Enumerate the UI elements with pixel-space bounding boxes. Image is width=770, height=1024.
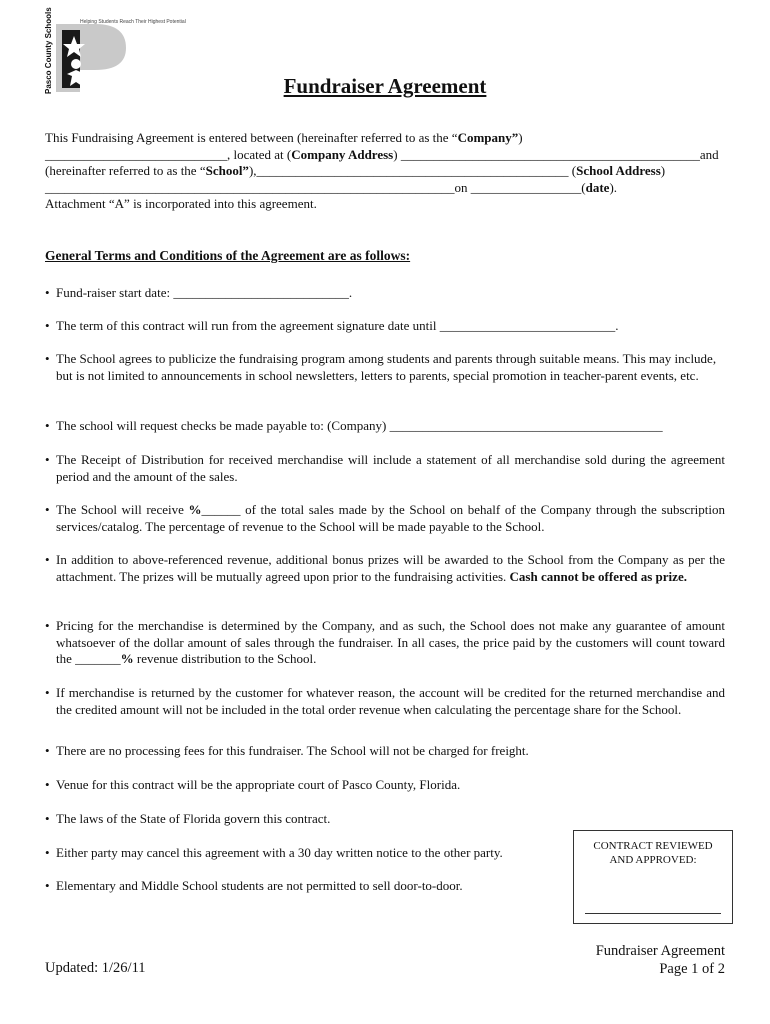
bullet-icon: •	[45, 618, 50, 633]
term-publicize: • The School agrees to publicize the fundraising program among students and parents through suitable means. This may include, but is not limited to announcements in school newsletters, letters to parents, special promotion in teacher-parent events, etc.	[45, 351, 717, 383]
bullet-icon: •	[45, 878, 50, 893]
intro-paragraph	[45, 130, 725, 213]
bullet-icon: •	[45, 777, 50, 792]
intro-line-2: ____________________________, located at (Company Address) ______________________________________________and	[45, 146, 719, 162]
term-start-date: • Fund-raiser start date: ___________________________.	[45, 285, 353, 300]
section-heading: General Terms and Conditions of the Agreement are as follows:	[45, 248, 411, 263]
footer-page-number: Page 1 of 2	[659, 961, 725, 977]
bullet-icon: •	[45, 418, 50, 433]
logo-org-name: Pasco County Schools	[44, 7, 53, 94]
bullet-icon: •	[45, 811, 50, 826]
term-receipt-distribution: • The Receipt of Distribution for received merchandise will include a statement of all merchandise sold during the agreement period and the amount of the sales.	[45, 452, 725, 484]
bullet-icon: •	[45, 845, 50, 860]
intro-line-3: (hereinafter referred to as the “School”),________________________________________________ (School Address)	[45, 163, 666, 178]
contract-box-line-2: AND APPROVED:	[609, 854, 697, 866]
intro-line-4: _______________________________________________________________on _________________(date).	[45, 179, 618, 195]
contract-box-line-1: CONTRACT REVIEWED	[593, 840, 713, 852]
term-governing-law: • The laws of the State of Florida govern this contract.	[45, 811, 331, 826]
bullet-icon: •	[45, 351, 50, 366]
footer-updated-date: Updated: 1/26/11	[45, 960, 146, 976]
logo-child-icon	[71, 59, 81, 69]
logo-tagline: Helping Students Reach Their Highest Potential	[80, 19, 186, 25]
term-door-to-door: • Elementary and Middle School students are not permitted to sell door-to-door.	[45, 878, 463, 893]
term-checks-payable: • The school will request checks be made payable to: (Company) __________________________________________	[45, 418, 663, 433]
footer-document-info	[596, 942, 725, 978]
bullet-icon: •	[45, 552, 50, 567]
intro-line-5: Attachment “A” is incorporated into this agreement.	[45, 196, 317, 211]
contract-review-box	[573, 830, 733, 924]
bullet-icon: •	[45, 743, 50, 758]
footer-doc-name: Fundraiser Agreement	[595, 943, 725, 959]
bullet-icon: •	[45, 452, 50, 467]
term-venue: • Venue for this contract will be the appropriate court of Pasco County, Florida.	[45, 777, 461, 792]
term-processing-fees: • There are no processing fees for this fundraiser. The School will not be charged for freight.	[45, 743, 529, 758]
term-school-percentage: • The School will receive %______ of the total sales made by the School on behalf of the Company through the subscription services/catalog. The percentage of revenue to the School will be made payable to the School.	[45, 502, 725, 534]
term-bonus-prizes: • In addition to above-referenced revenue, additional bonus prizes will be awarded to the School from the Company as per the attachment. The prizes will be mutually agreed upon prior to the fundraising activities. Cash cannot be offered as prize.	[45, 552, 725, 584]
term-contract-duration: • The term of this contract will run from the agreement signature date until ___________________________.	[45, 318, 619, 333]
term-returns: • If merchandise is returned by the customer for whatever reason, the account will be credited for the returned merchandise and the credited amount will not be included in the total order revenue when calculating the percentage share for the School.	[45, 685, 725, 717]
term-pricing: • Pricing for the merchandise is determined by the Company, and as such, the School does not make any guarantee of amount whatsoever of the dollar amount of sales through the fundraiser. In all cases, the price paid by the customers will count toward the _______% revenue distribution to the School.	[45, 618, 725, 666]
intro-line-1: This Fundraising Agreement is entered between (hereinafter referred to as the “Company”)	[45, 130, 523, 145]
bullet-icon: •	[45, 285, 50, 300]
approval-signature-line	[585, 913, 721, 914]
bullet-icon: •	[45, 685, 50, 700]
bullet-icon: •	[45, 318, 50, 333]
bullet-icon: •	[45, 502, 50, 517]
term-cancellation: • Either party may cancel this agreement with a 30 day written notice to the other party.	[45, 845, 503, 860]
page-title: Fundraiser Agreement	[283, 74, 487, 98]
